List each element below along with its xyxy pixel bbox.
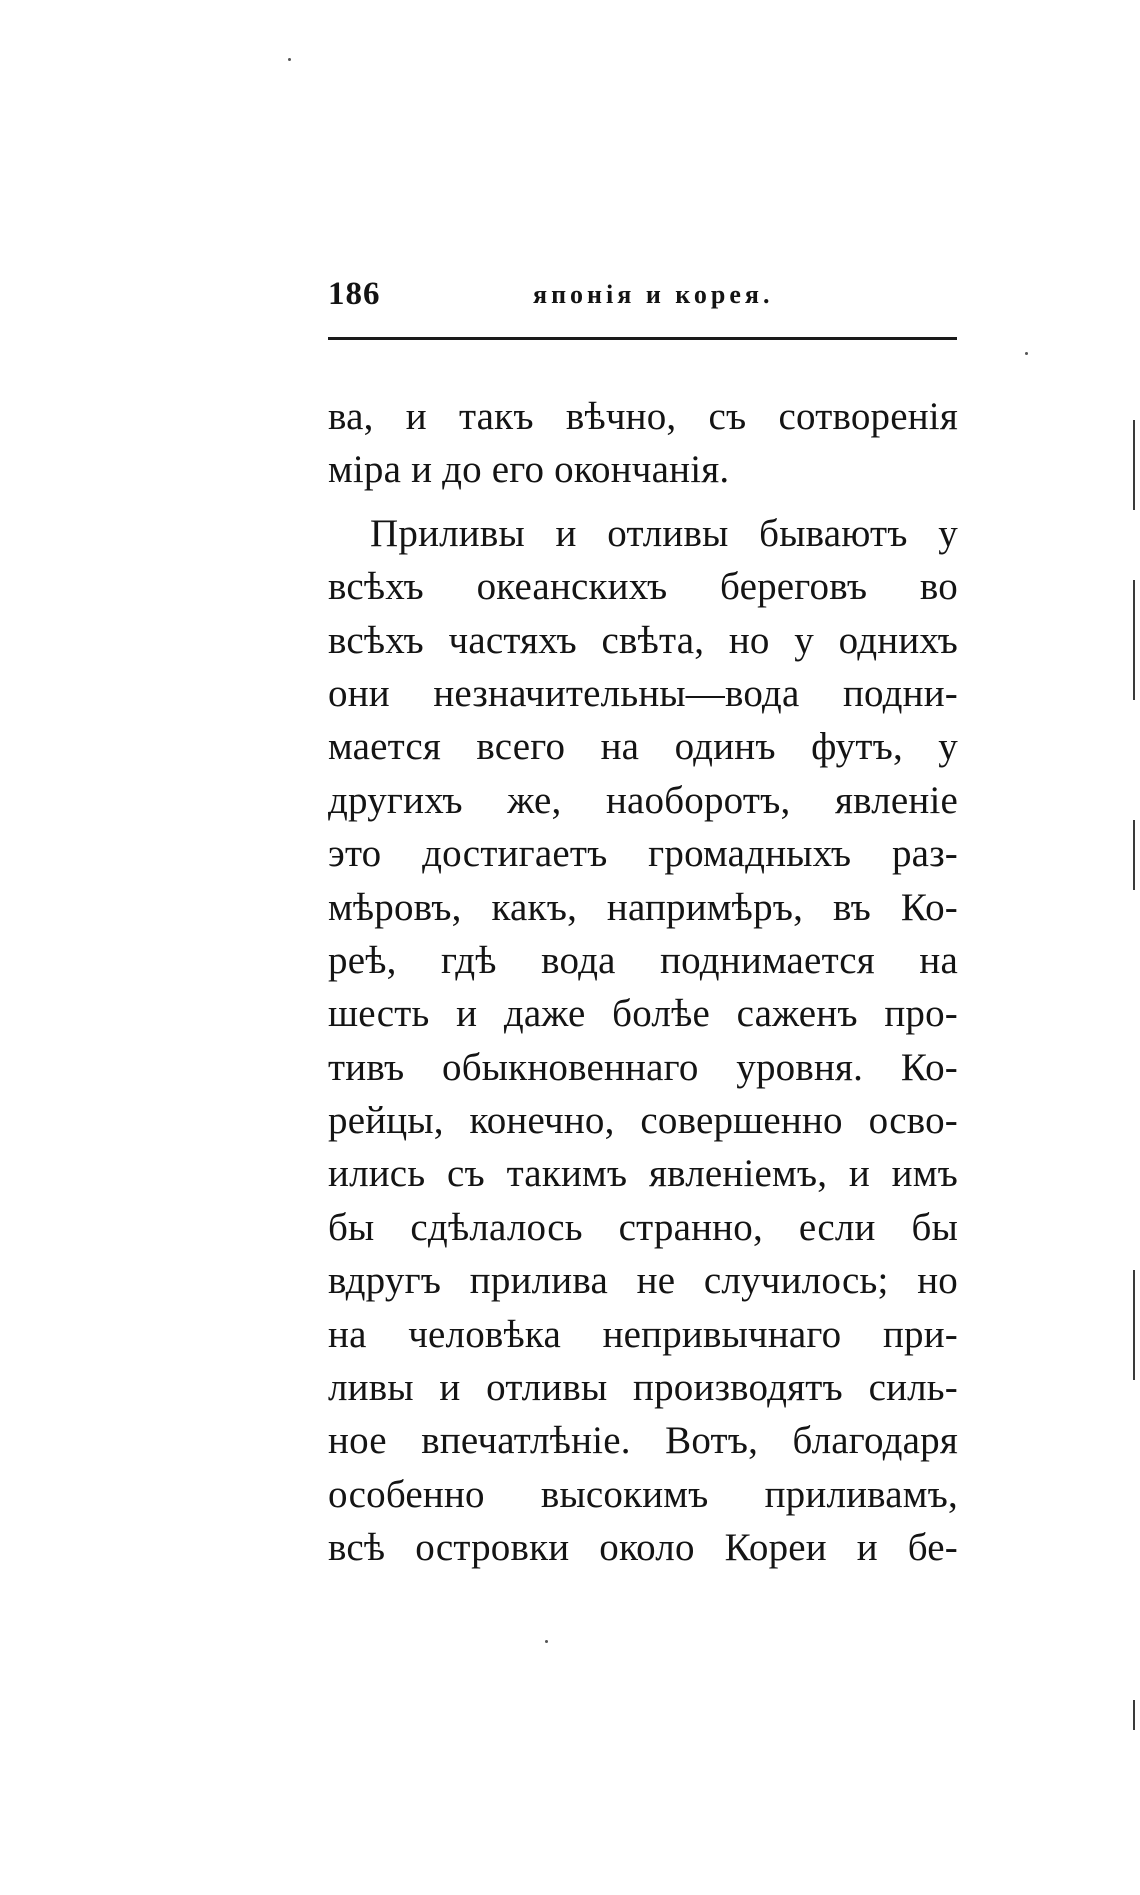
text-line: міра и до его окончанія.: [328, 448, 730, 492]
text-line: всѣхъ частяхъ свѣта, но у однихъ: [328, 618, 958, 662]
text-line: бы сдѣлалось странно, если бы: [328, 1205, 958, 1249]
scan-speck: [288, 58, 291, 61]
paragraph-gap: [328, 497, 958, 507]
text-line: особенно высокимъ приливамъ,: [328, 1472, 958, 1516]
scan-edge-mark: [1133, 420, 1135, 510]
scan-edge-mark: [1133, 820, 1135, 890]
text-line: вдругъ прилива не случилось; но: [328, 1259, 958, 1303]
text-line: ились съ такимъ явленіемъ, и имъ: [328, 1152, 958, 1196]
text-line: ва, и такъ вѣчно, съ сотворенія: [328, 395, 958, 438]
text-line: другихъ же, наоборотъ, явленіе: [328, 778, 958, 822]
text-line: ное впечатлѣніе. Вотъ, благодаря: [328, 1419, 958, 1463]
text-line: Приливы и отливы бываютъ у: [370, 511, 958, 555]
header-rule: [328, 337, 957, 340]
text-line: на человѣка непривычнаго при-: [328, 1312, 958, 1356]
text-line: реѣ, гдѣ вода поднимается на: [328, 938, 958, 982]
scan-speck: [1025, 352, 1028, 355]
text-line: ливы и отливы производятъ силь-: [328, 1366, 958, 1410]
scan-speck: [545, 1640, 548, 1643]
body-text: [328, 390, 958, 1575]
text-line: рейцы, конечно, совершенно осво-: [328, 1099, 958, 1143]
scan-edge-mark: [1133, 1270, 1135, 1380]
text-line: мѣровъ, какъ, напримѣръ, въ Ко-: [328, 885, 958, 929]
text-line: это достигаетъ громадныхъ раз-: [328, 832, 958, 876]
scan-edge-mark: [1133, 580, 1135, 700]
text-line: всѣхъ океанскихъ береговъ во: [328, 565, 958, 609]
text-line: всѣ островки около Кореи и бе-: [328, 1526, 958, 1570]
running-head: японія и корея.: [533, 280, 774, 309]
text-line: тивъ обыкновеннаго уровня. Ко-: [328, 1045, 958, 1089]
page-number: 186: [328, 276, 381, 312]
scan-edge-mark: [1133, 1700, 1135, 1730]
text-line: шесть и даже болѣе саженъ про-: [328, 992, 958, 1036]
text-line: мается всего на одинъ футъ, у: [328, 725, 958, 769]
page-header: [328, 276, 958, 320]
text-line: они незначительны—вода подни-: [328, 671, 958, 715]
